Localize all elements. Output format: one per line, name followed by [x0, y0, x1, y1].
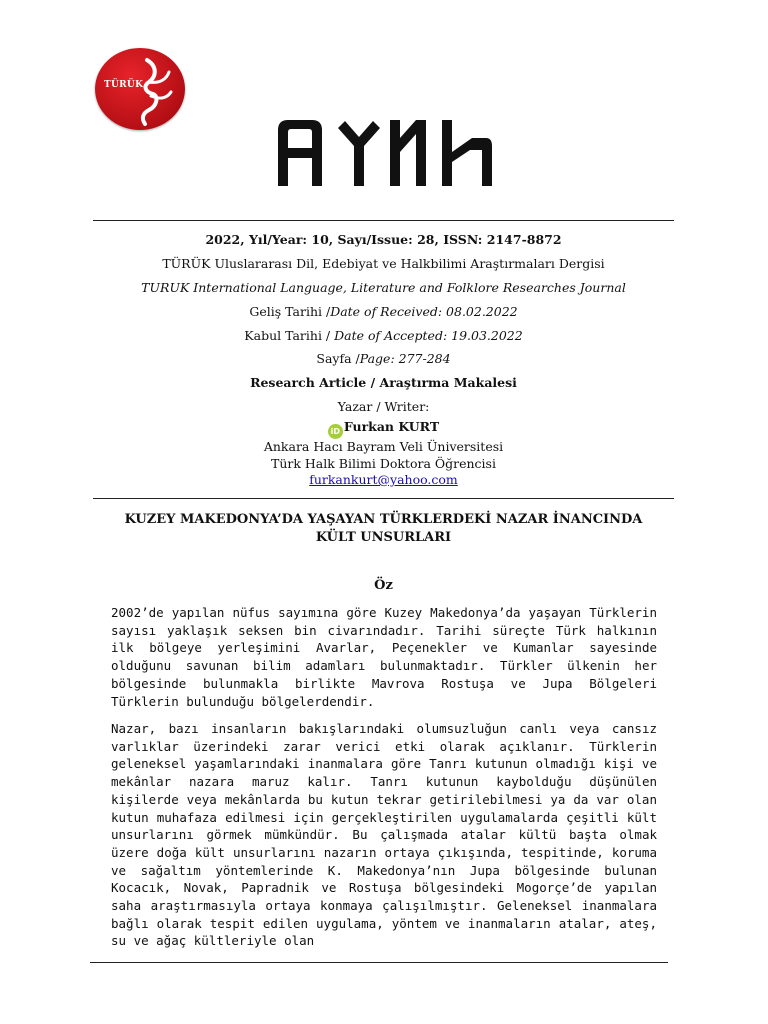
page-label: Sayfa / — [316, 351, 360, 366]
top-divider — [93, 220, 674, 221]
abstract-heading: Öz — [374, 578, 393, 593]
article-title-line-2: KÜLT UNSURLARI — [315, 530, 452, 545]
author-position: Türk Halk Bilimi Doktora Öğrencisi — [271, 456, 496, 471]
orcid-icon[interactable]: iD — [328, 424, 343, 439]
journal-name-en: TURUK International Language, Literature and Folklore Researches Journal — [141, 280, 626, 295]
accepted-label: Kabul Tarihi / — [244, 328, 331, 343]
received-label: Geliş Tarihi / — [249, 304, 331, 319]
author-email-link[interactable]: furkankurt@yahoo.com — [309, 472, 458, 487]
abstract-paragraph-1: 2002’de yapılan nüfus sayımına göre Kuzey Makedonya’da yaşayan Türklerin sayısı yaklaşık seksen bin civarındadır. Tarihi süreçte Türk halkının ilk bölgeye yerleşimini Avarlar, Peçenekler ve Kumanlar sayesinde olduğunu savunan bilim adamları bulunmaktadır. Türkler ülkenin her bölgesinde bulunmakla birlikte Mavrova Rostuşa ve Jupa Bölgeleri Türklerin bulunduğu bölgelerdendir. — [111, 605, 657, 709]
page-value: Page: 277-284 — [359, 351, 451, 366]
bottom-divider — [90, 962, 668, 963]
received-value: Date of Received: 08.02.2022 — [330, 304, 518, 319]
received-date — [93, 304, 674, 320]
article-title-line-1: KUZEY MAKEDONYA’DA YAŞAYAN TÜRKLERDEKİ NAZAR İNANCINDA — [124, 512, 643, 527]
middle-divider — [93, 498, 674, 499]
writer-label: Yazar / Writer: — [337, 399, 430, 414]
article-type: Research Article / Araştırma Makalesi — [250, 375, 517, 390]
author-email-line — [93, 472, 674, 488]
journal-logo — [95, 48, 185, 130]
author-affiliation: Ankara Hacı Bayram Veli Üniversitesi — [263, 439, 504, 454]
article-title — [93, 511, 674, 547]
author-line — [93, 419, 674, 439]
journal-name-tr: TÜRÜK Uluslararası Dil, Edebiyat ve Halkbilimi Araştırmaları Dergisi — [162, 256, 605, 271]
logo-text: TÜRÜK — [104, 80, 144, 90]
accepted-value: Date of Accepted: 19.03.2022 — [334, 328, 523, 343]
page-range — [93, 351, 674, 367]
abstract-paragraph-2: Nazar, bazı insanların bakışlarındaki olumsuzluğun canlı veya cansız varlıklar üzerindeki zarar verici etki olarak açıklanır. Türklerin geleneksel yaşamlarındaki inanmalara göre Tanrı kutunun olmadığı kişi ve mekânlar nazara maruz kalır. Tanrı kutunun kaybolduğu düşünülen kişilerde veya mekânlarda bu kutun tekrar getirilebilmesi ya da var olan kutun muhafaza edilmesi için gerçekleştirilen uygulamalarda çeşitli kült unsurlarını görmek mümkündür. Bu çalışmada atalar kültü başta olmak üzere doğa kült unsurlarını nazarın ortaya çıkışında, tespitinde, koruma ve sağaltım yöntemlerinde K. Makedonya’nın Jupa bölgesinde bulunan Kocacık, Novak, Papradnik ve Rostuşa bölgesindeki Mogorçe’de yapılan saha araştırmasıyla ortaya konmaya çalışılmıştır. Geleneksel inanmalara bağlı olarak tespit edilen uygulama, yöntem ve inanmaların atalar, ateş, su ve ağaç kültleriyle olan — [111, 721, 657, 949]
old-turkic-runic-wordmark-icon — [276, 116, 496, 188]
issue-line: 2022, Yıl/Year: 10, Sayı/Issue: 28, ISSN: 2147-8872 — [205, 232, 562, 247]
accepted-date — [93, 328, 674, 344]
author-name: Furkan KURT — [343, 419, 440, 434]
